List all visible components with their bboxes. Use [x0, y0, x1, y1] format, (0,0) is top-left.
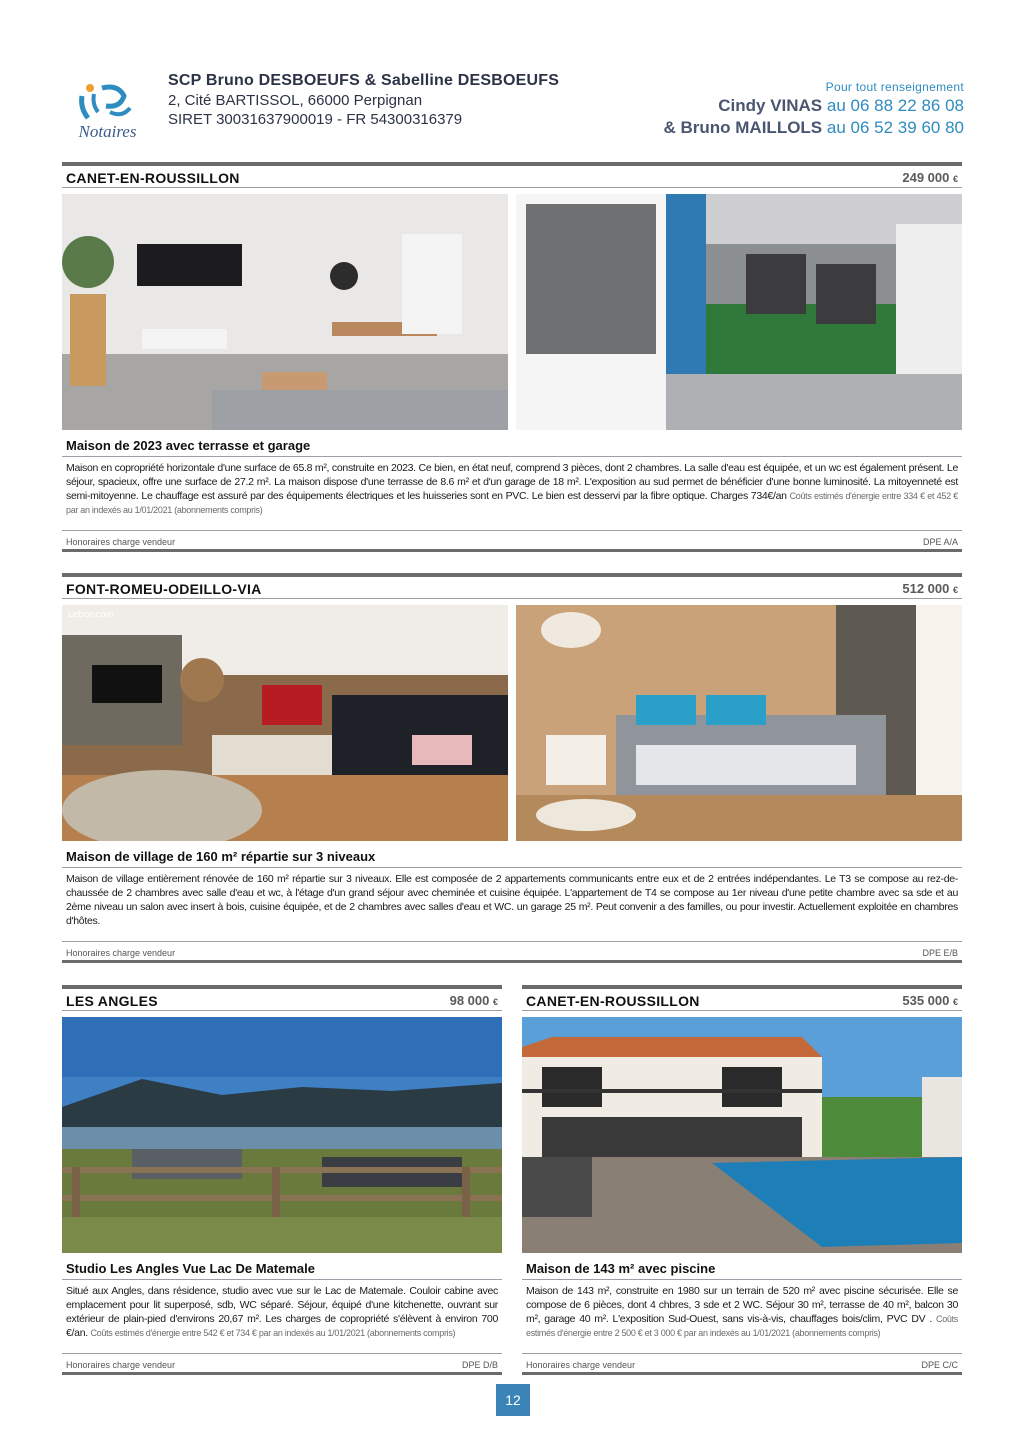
listing-footer: [62, 941, 962, 963]
listing-dpe: DPE A/A: [922, 537, 958, 547]
listing-dpe: DPE D/B: [461, 1360, 498, 1370]
listing-city: FONT-ROMEU-ODEILLO-VIA: [66, 581, 262, 597]
logo-text: Notaires: [78, 122, 137, 141]
listing-city: CANET-EN-ROUSSILLON: [526, 993, 700, 1009]
contact-row-2: [664, 118, 965, 138]
listing-canet-1[interactable]: [62, 162, 962, 552]
listing-fees: Honoraires charge vendeur: [66, 537, 176, 547]
lake-view-photo[interactable]: [62, 1017, 502, 1253]
contact-info: [664, 80, 965, 138]
terrace-photo[interactable]: [516, 194, 962, 430]
living-room-photo[interactable]: [62, 194, 508, 430]
contact-lead: Pour tout renseignement: [825, 80, 964, 94]
listing-footer: [62, 1353, 502, 1375]
contact1-phone[interactable]: 06 88 22 86 08: [850, 96, 964, 115]
listing-photos: [522, 1017, 962, 1257]
listing-city: LES ANGLES: [66, 993, 158, 1009]
contact2-au: au: [826, 118, 846, 137]
listing-photos: [62, 194, 962, 434]
listing-description: Maison de 143 m², construite en 1980 sur un terrain de 520 m² avec piscine sécurisée. Elle se compose de 6 pièces, dont 4 chbres, 3 sde et 2 WC. Séjour 30 m², terrasse de 40 m², balcon 30 m², garage 40 m². L'exposition Sud-Ouest, sans vis-à-vis, chauffages bois/clim, PVC DV . Coûts estimés d'énergie entre 2 500 € et 3 000 € par an indexés au 1/01/2021 (abonnements compris): [526, 1285, 959, 1338]
listing-dpe: DPE C/C: [921, 1360, 958, 1370]
listing-headline: Maison de 2023 avec terrasse et garage: [62, 434, 962, 457]
energy-costs: Coûts estimés d'énergie entre 334 € et 452 € par an indexés au 1/01/2021 (abonnements compris): [66, 491, 958, 515]
bedroom-photo[interactable]: [516, 605, 962, 841]
listing-price: 535 000 €: [902, 993, 958, 1008]
listing-title-row: [62, 989, 502, 1011]
listing-dpe: DPE E/B: [922, 948, 958, 958]
listing-price: 512 000 €: [902, 581, 958, 596]
listing-title-row: [522, 989, 962, 1011]
listing-city: CANET-EN-ROUSSILLON: [66, 170, 240, 186]
notaires-logo: [60, 78, 155, 148]
listing-fees: Honoraires charge vendeur: [66, 1360, 176, 1370]
listing-title-row: [62, 577, 962, 599]
listing-description: Maison de village entièrement rénovée de 160 m² répartie sur 3 niveaux. Elle est composée de 2 appartements communicants entre eux et de 2 entrées indépendantes. Le T3 se compose au rez-de-chaussée de 2 chambres avec salle d'eau et wc, à l'étage d'un grand séjour avec cheminée et cuisine équipée. L'appartement de T4 se compose au 1er niveau d'une petite chambre avec sa sde et au 2ème niveau un salon avec insert à bois, cuisine équipée, et de 2 chambres avec salles d'eau et WC. un garage 25 m². Peut convenir a des familles, ou pour investir. Actuellement exploitée en chambres d'hôtes.: [66, 873, 958, 927]
listing-fees: Honoraires charge vendeur: [526, 1360, 636, 1370]
listing-headline: Studio Les Angles Vue Lac De Matemale: [62, 1257, 502, 1280]
office-siret: SIRET 30031637900019 - FR 54300316379: [168, 111, 463, 128]
listing-footer: [62, 530, 962, 552]
contact2-name: & Bruno MAILLOLS: [663, 118, 823, 137]
listing-footer: [522, 1353, 962, 1375]
listing-title-row: [62, 166, 962, 188]
photo-watermark: Leboncoin: [68, 610, 114, 620]
listing-description: Maison en copropriété horizontale d'une surface de 65.8 m², construite en 2023. Ce bien, en état neuf, comprend 3 pièces, dont 2 chambres. La salle d'eau est équipée, et un wc est également présent. Le séjour, spacieux, offre une surface de 27.2 m². La maison dispose d'une terrasse de 8.6 m² et d'un garage de 18 m². L'exposition au sud permet de bénéficier d'une bonne luminosité. La mitoyenneté est semi-mitoyenne. Le chauffage est assuré par des équipements électriques et les huisseries sont en PVC. Le bien est desservi par la fibre optique. Charges 734€/an Coûts estimés d'énergie entre 334 € et 452 € par an indexés au 1/01/2021 (abonnements compris): [66, 462, 958, 515]
listing-price: 98 000 €: [449, 993, 498, 1008]
listing-description: Situé aux Angles, dans résidence, studio avec vue sur le Lac de Matemale. Couloir cabine avec emplacement pour lit superposé, sdb, WC séparé. Séjour, équipé d'une kitchenette, ouvrant sur extérieur de plain-pied d'environs 20,67 m². Les charges de copropriété s'élèvent à environ 700 €/an. Coûts estimés d'énergie entre 542 € et 734 € par an indexés au 1/01/2021 (abonnements compris): [66, 1285, 498, 1339]
office-info: [168, 72, 559, 128]
listing-photos: [62, 605, 962, 845]
page-number: 12: [496, 1384, 530, 1416]
contact1-au: au: [826, 96, 846, 115]
listing-font-romeu[interactable]: [62, 573, 962, 963]
listing-headline: Maison de 143 m² avec piscine: [522, 1257, 962, 1280]
office-name: SCP Bruno DESBOEUFS & Sabelline DESBOEUFS: [168, 72, 560, 89]
notaires-logo-icon: [60, 78, 155, 124]
contact1-name: Cindy VINAS: [718, 96, 823, 115]
listing-les-angles[interactable]: [62, 985, 502, 1375]
listing-canet-2[interactable]: [522, 985, 962, 1375]
contact2-phone[interactable]: 06 52 39 60 80: [850, 118, 964, 137]
energy-costs: Coûts estimés d'énergie entre 542 € et 734 € par an indexés au 1/01/2021 (abonnements compris): [90, 1328, 456, 1338]
listing-price: 249 000 €: [902, 170, 958, 185]
listing-fees: Honoraires charge vendeur: [66, 948, 176, 958]
office-address: 2, Cité BARTISSOL, 66000 Perpignan: [168, 92, 423, 109]
energy-costs: Coûts estimés d'énergie entre 2 500 € et 3 000 € par an indexés au 1/01/2021 (abonnements compris): [526, 1314, 959, 1338]
contact-row-1: [664, 96, 965, 116]
pool-photo[interactable]: [522, 1017, 962, 1253]
listing-headline: Maison de village de 160 m² répartie sur 3 niveaux: [62, 845, 962, 868]
village-living-room-photo[interactable]: [62, 605, 508, 841]
listing-photos: [62, 1017, 502, 1257]
